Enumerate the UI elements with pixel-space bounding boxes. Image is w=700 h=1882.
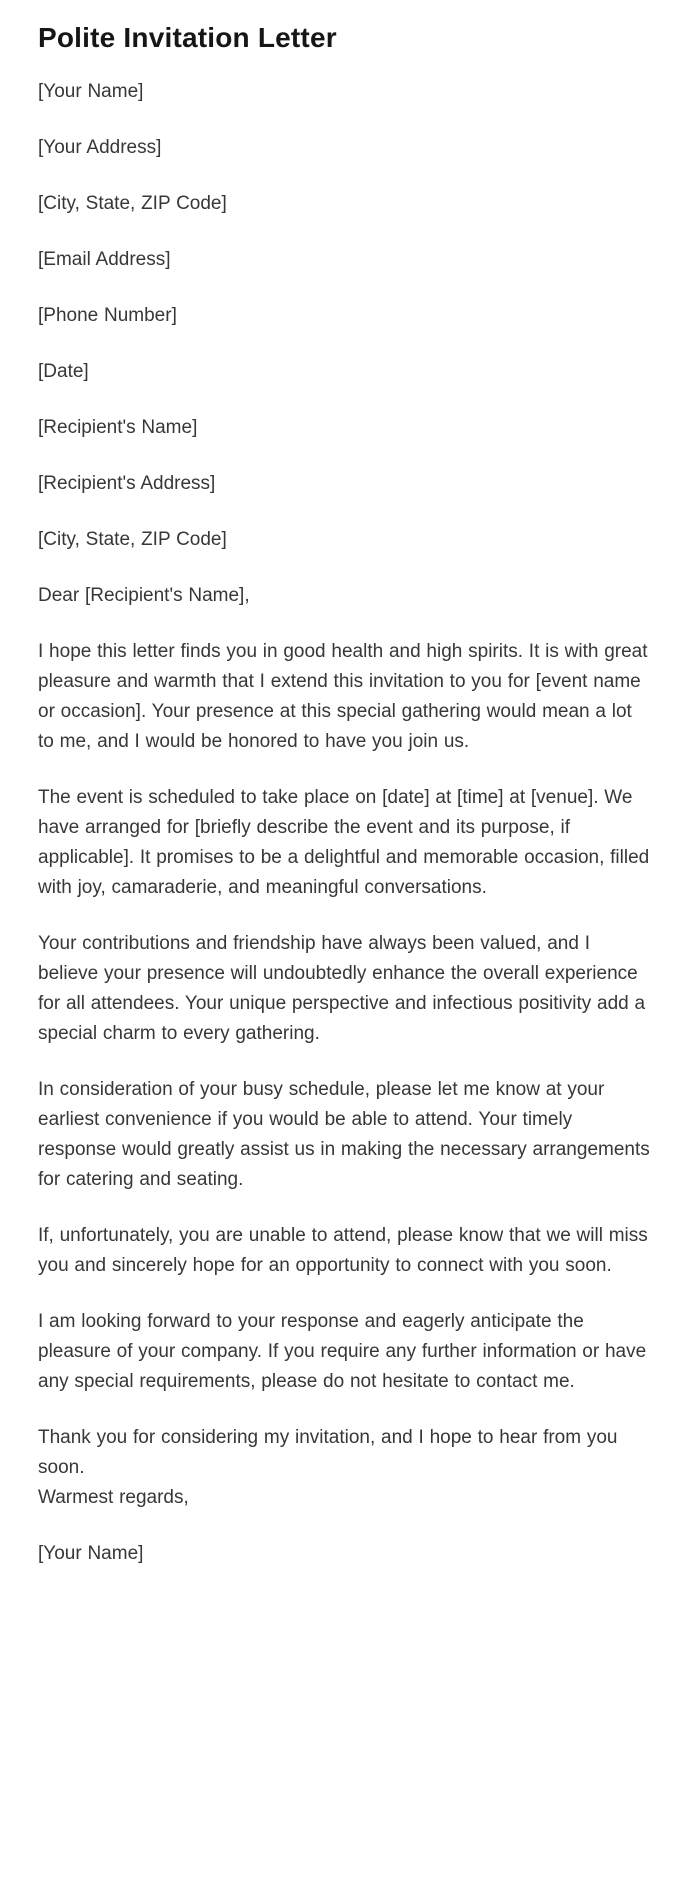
letter-header-line: [Your Address] (38, 137, 162, 158)
letter-paragraph: If, unfortunately, you are unable to attend, please know that we will miss you and sincerely hope for an opportunity to connect with you soon. (38, 1225, 648, 1276)
letter-closing: Warmest regards, (38, 1487, 189, 1508)
letter-header-line: [City, State, ZIP Code] (38, 193, 227, 214)
letter-signature: [Your Name] (38, 1543, 144, 1564)
letter-salutation: Dear [Recipient's Name], (38, 585, 250, 606)
letter-header-line: [Recipient's Address] (38, 473, 216, 494)
letter-header-line: [Email Address] (38, 249, 171, 270)
letter-paragraph: Your contributions and friendship have always been valued, and I believe your presence will undoubtedly enhance the overall experience for all attendees. Your unique perspective and infectious positivity add a special charm to every gathering. (38, 933, 646, 1044)
letter-header-line: [Date] (38, 361, 89, 382)
letter-paragraph: I hope this letter finds you in good health and high spirits. It is with great pleasure and warmth that I extend this invitation to you for [event name or occasion]. Your presence at this special gathering would mean a lot to me, and I would be honored to have you join us. (38, 641, 648, 752)
letter-paragraph: Thank you for considering my invitation, and I hope to hear from you soon. (38, 1427, 618, 1478)
letter-header-line: [City, State, ZIP Code] (38, 529, 227, 550)
letter-body (38, 637, 652, 1483)
letter-paragraph: The event is scheduled to take place on [date] at [time] at [venue]. We have arranged for [briefly describe the event and its purpose, if applicable]. It promises to be a delightful and memorable occasion, filled with joy, camaraderie, and meaningful conversations. (38, 787, 650, 898)
page-title: Polite Invitation Letter (38, 22, 337, 53)
letter-header-line: [Your Name] (38, 81, 144, 102)
letter-header-block (38, 77, 652, 555)
letter-paragraph: In consideration of your busy schedule, please let me know at your earliest convenience if you would be able to attend. Your timely response would greatly assist us in making the necessary arrangements for catering and seating. (38, 1079, 650, 1190)
letter-header-line: [Phone Number] (38, 305, 177, 326)
letter-header-line: [Recipient's Name] (38, 417, 198, 438)
letter-paragraph: I am looking forward to your response and eagerly anticipate the pleasure of your company. If you require any further information or have any special requirements, please do not hesitate to contact me. (38, 1311, 647, 1392)
